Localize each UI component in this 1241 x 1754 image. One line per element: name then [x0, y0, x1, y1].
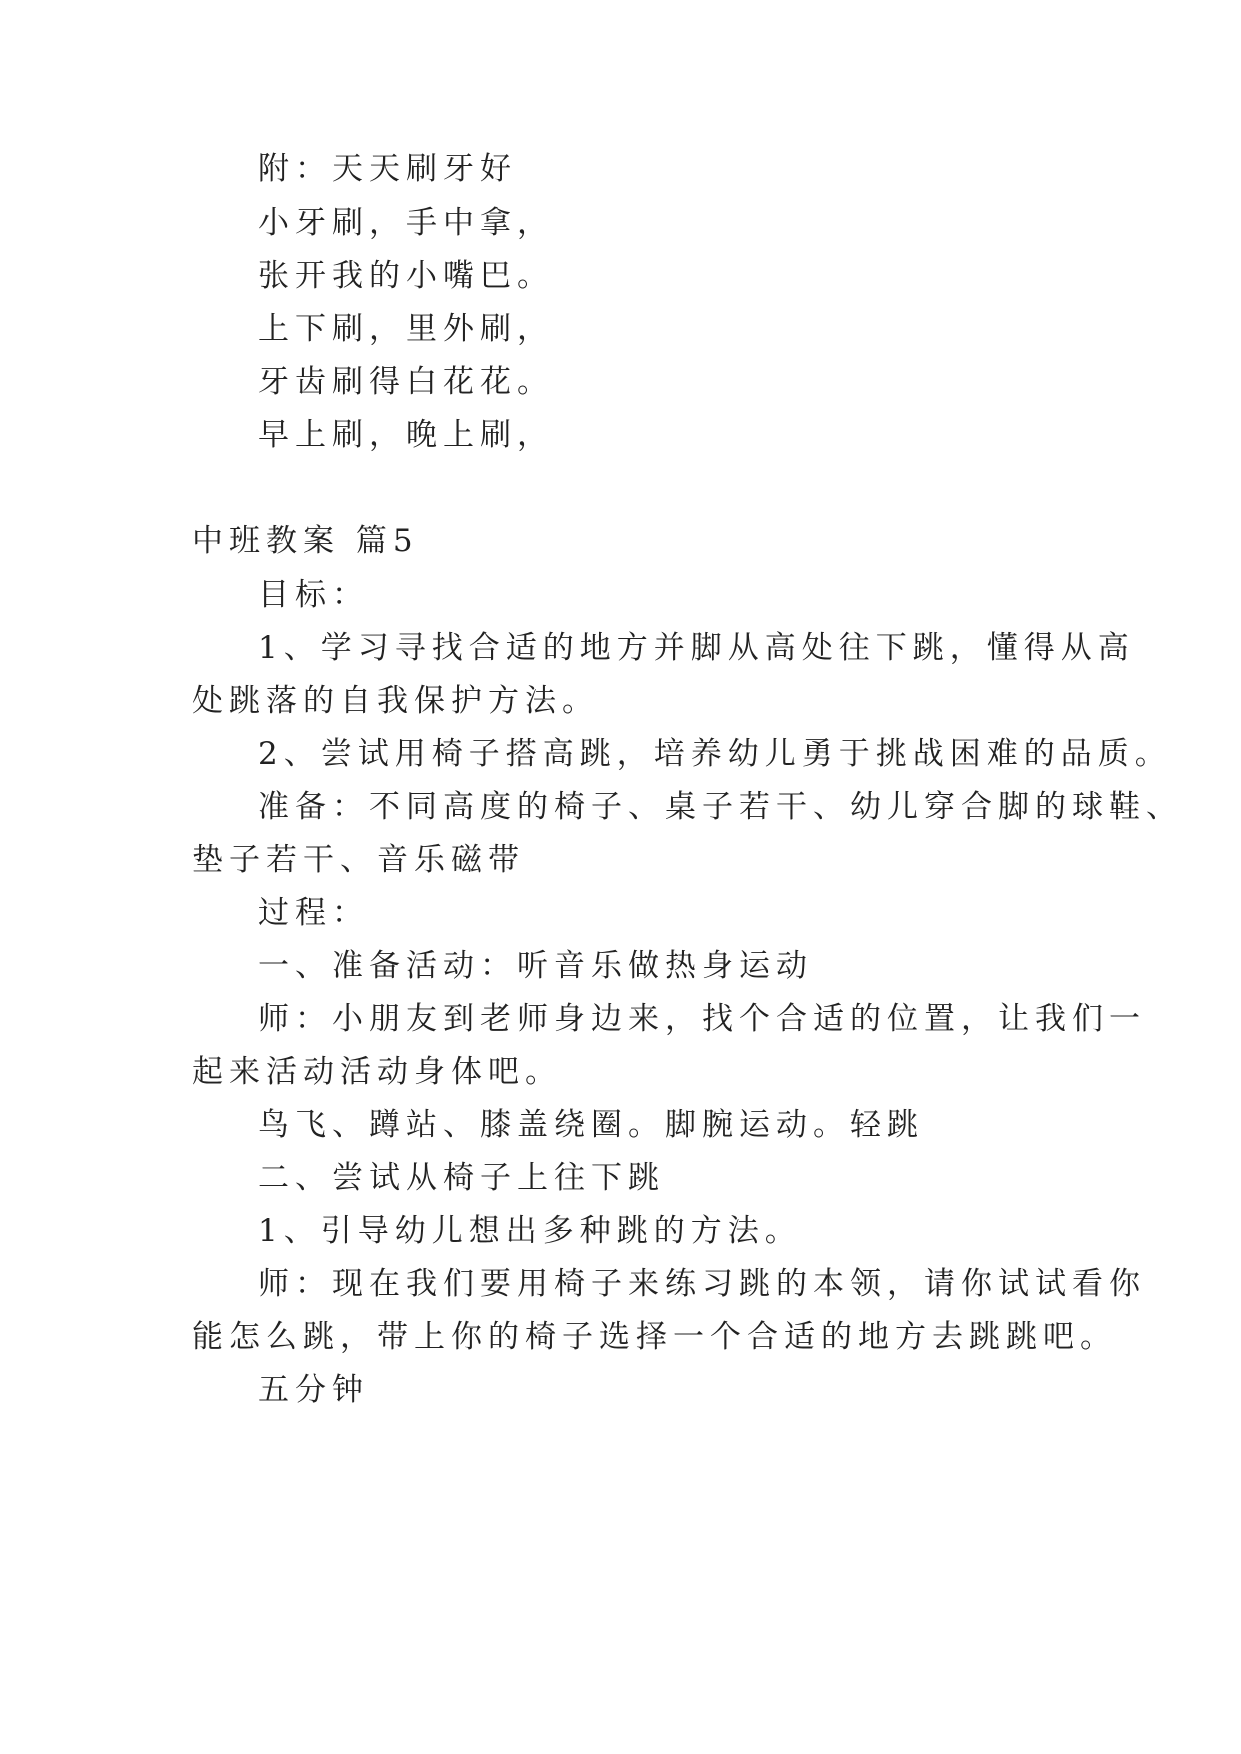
- paragraph: 过程：: [258, 895, 369, 931]
- poem-line: 牙齿刷得白花花。: [258, 364, 554, 400]
- paragraph: 二、尝试从椅子上往下跳: [258, 1160, 665, 1196]
- paragraph: 准备：不同高度的椅子、桌子若干、幼儿穿合脚的球鞋、: [258, 789, 1183, 825]
- paragraph: 目标：: [258, 577, 369, 613]
- paragraph-continuation: 处跳落的自我保护方法。: [192, 683, 599, 719]
- paragraph: 师：小朋友到老师身边来，找个合适的位置，让我们一: [258, 1001, 1146, 1037]
- paragraph-continuation: 垫子若干、音乐磁带: [192, 842, 525, 878]
- paragraph: 鸟飞、蹲站、膝盖绕圈。脚腕运动。轻跳: [258, 1107, 924, 1143]
- poem-line: 小牙刷，手中拿，: [258, 205, 554, 241]
- paragraph: 1、学习寻找合适的地方并脚从高处往下跳，懂得从高: [258, 630, 1135, 666]
- section-heading: 中班教案 篇5: [192, 523, 419, 559]
- paragraph: 师：现在我们要用椅子来练习跳的本领，请你试试看你: [258, 1266, 1146, 1302]
- paragraph: 2、尝试用椅子搭高跳，培养幼儿勇于挑战困难的品质。: [258, 736, 1172, 772]
- poem-line: 上下刷，里外刷，: [258, 311, 554, 347]
- paragraph: 1、引导幼儿想出多种跳的方法。: [258, 1213, 802, 1249]
- poem-line: 张开我的小嘴巴。: [258, 258, 554, 294]
- paragraph: 一、准备活动：听音乐做热身运动: [258, 948, 813, 984]
- poem-title: 附：天天刷牙好: [258, 151, 517, 187]
- paragraph: 五分钟: [258, 1372, 369, 1408]
- paragraph-continuation: 能怎么跳，带上你的椅子选择一个合适的地方去跳跳吧。: [192, 1319, 1117, 1355]
- paragraph-continuation: 起来活动活动身体吧。: [192, 1054, 562, 1090]
- poem-line: 早上刷，晚上刷，: [258, 417, 554, 453]
